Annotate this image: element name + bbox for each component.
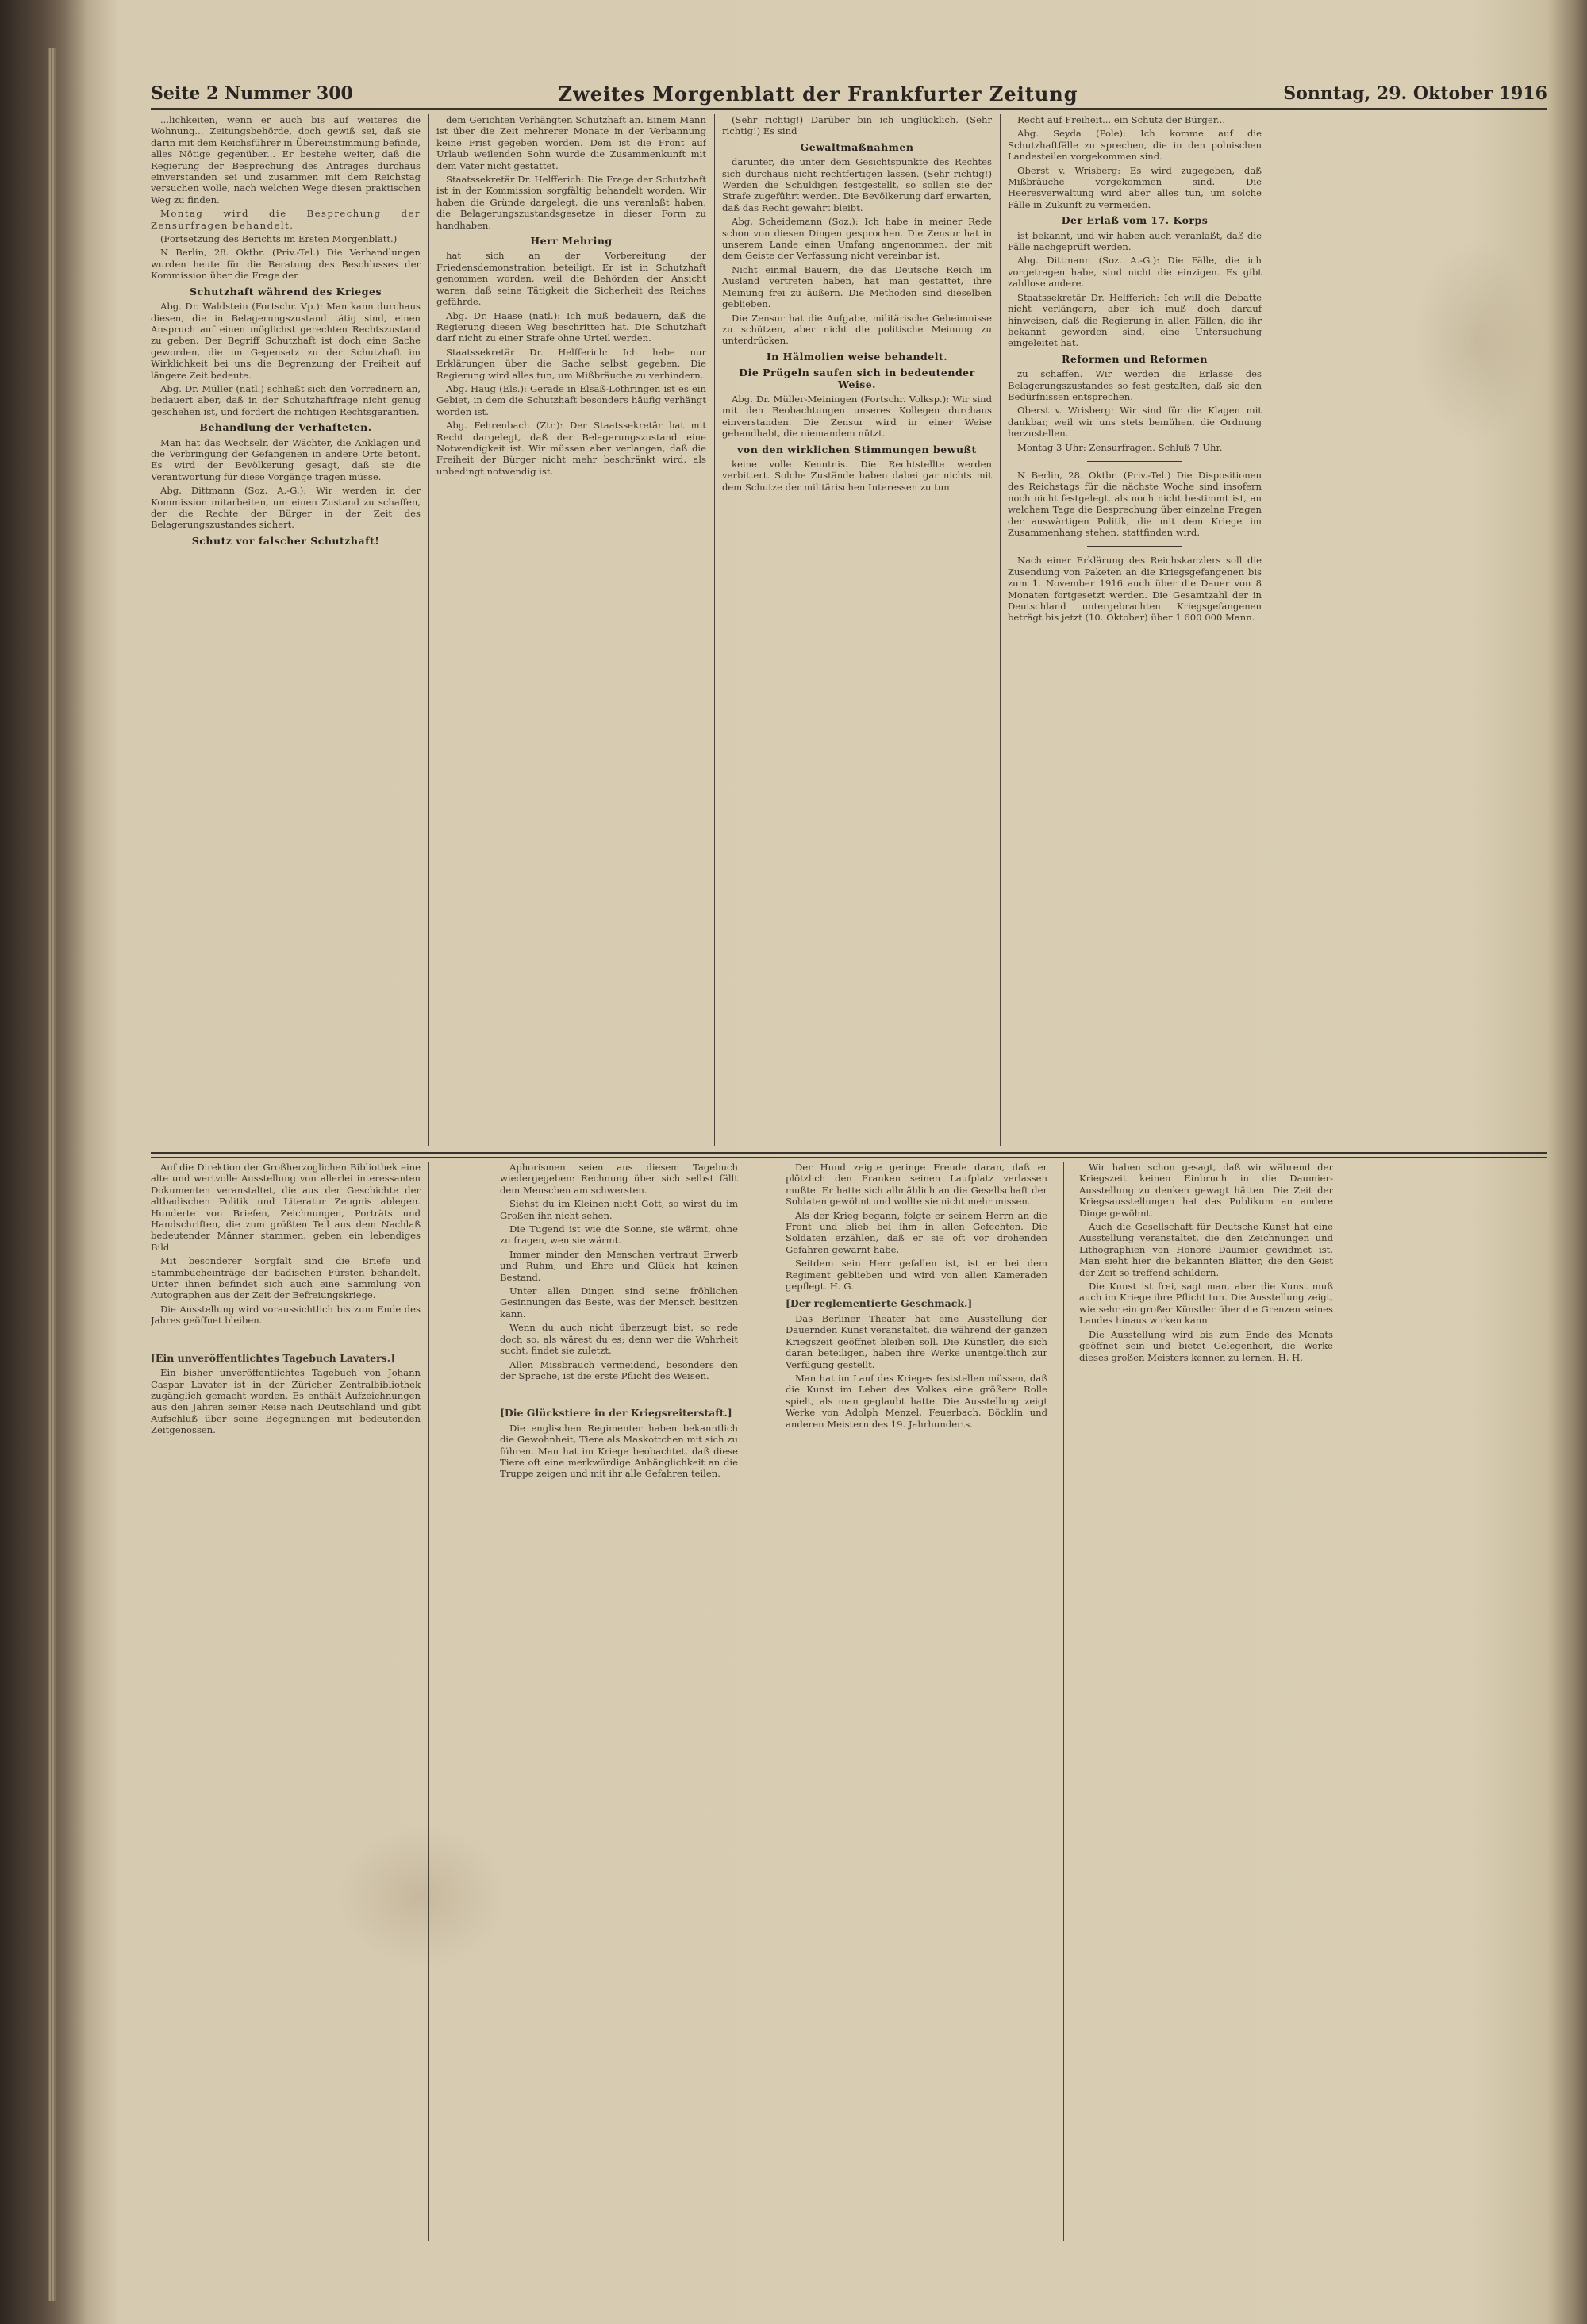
column-divider <box>428 1162 429 2241</box>
paragraph: hat sich an der Vorbereitung der Friedensdemonstration beteiligt. Er ist in Schutzhaft genommen worden, weil die Behörden der Ansicht waren, daß seine Tätigkeit die Sicherheit des Reiches gefährde. <box>436 250 706 308</box>
section-heading: Die Prügeln saufen sich in bedeutender Weise. <box>739 367 975 390</box>
feuilleton-divider <box>151 1152 1547 1158</box>
paragraph: Abg. Dr. Müller (natl.) schließt sich den Vorrednern an, bedauert aber, daß in der Schutzhaftfrage nicht genug geschehen ist, und fordert die richtigen Rechtsgarantien. <box>151 382 421 417</box>
page-number: Seite 2 Nummer 300 <box>151 83 353 104</box>
paragraph: Allen Missbrauch vermeidend, besonders den der Sprache, ist die erste Pflicht des Weisen. <box>500 1358 738 1381</box>
paragraph: Ein bisher unveröffentlichtes Tagebuch von Johann Caspar Lavater ist in der Züricher Zentralbibliothek zugänglich gemacht worden. Es enthält Aufzeichnungen aus den Jahren seiner Reise nach Deutschland und gibt Aufschluß über seine Begegnungen mit bedeutenden Zeitgenossen. <box>151 1367 421 1436</box>
paragraph: Man hat das Wechseln der Wächter, die Anklagen und die Verbringung der Gefangenen in andere Orte betont. Es wird der Bevölkerung gesagt, daß sie die Verantwortung für diese Vorgänge tragen müsse. <box>151 436 421 482</box>
paragraph: Aphorismen seien aus diesem Tagebuch wiedergegeben: Rechnung über sich selbst fällt dem Menschen am schwersten. <box>500 1162 738 1196</box>
paragraph: Die Kunst ist frei, sagt man, aber die Kunst muß auch im Kriege ihre Pflicht tun. Die Ausstellung zeigt, wie sehr ein großer Künstler über die Grenzen seines Landes hinaus wirken kann. <box>1079 1281 1333 1327</box>
column-2 <box>436 114 706 1146</box>
paragraph: Die englischen Regimenter haben bekanntlich die Gewohnheit, Tiere als Maskottchen mit sich zu führen. Man hat im Kriege beobachtet, daß diese Tiere oft eine merkwürdige Anhänglichkeit an die Truppe zeigen und mit ihr alle Gefahren teilen. <box>500 1422 738 1480</box>
section-heading: In Hälmolien weise behandelt. <box>766 350 948 363</box>
paragraph: zu schaffen. Wir werden die Erlasse des Belagerungszustandes so fest gestalten, daß sie den Bedürfnissen entsprechen. <box>1008 368 1262 402</box>
paragraph: Der Hund zeigte geringe Freude daran, daß er plötzlich den Franken seinen Laufplatz verlassen mußte. Er hatte sich allmählich an die Gesellschaft der Soldaten gewöhnt und wollte sie nicht mehr missen. <box>786 1162 1047 1208</box>
article-heading: [Der reglementierte Geschmack.] <box>786 1297 973 1310</box>
paragraph: Seitdem sein Herr gefallen ist, ist er bei dem Regiment geblieben und wird von allen Kameraden gepflegt. H. G. <box>786 1258 1047 1293</box>
paragraph: Montag wird die Besprechung der Zensurfragen behandelt. <box>151 208 421 231</box>
issue-date: Sonntag, 29. Oktober 1916 <box>1283 83 1547 104</box>
paragraph: Man hat im Lauf des Krieges feststellen müssen, daß die Kunst im Leben des Volkes eine größere Rolle spielt, als man geglaubt hatte. Die Ausstellung zeigt Werke von Adolph Menzel, Feuerbach, Böcklin und anderen Meistern des 19. Jahrhunderts. <box>786 1372 1047 1430</box>
section-heading: Gewaltmaßnahmen <box>800 140 914 153</box>
section-heading: Herr Mehring <box>530 235 613 248</box>
paragraph: Mit besonderer Sorgfalt sind die Briefe und Stammbucheinträge der badischen Fürsten behandelt. Unter ihnen befindet sich auch eine Sammlung von Autographen aus der Zeit der Befreiungskriege. <box>151 1255 421 1301</box>
paragraph: Abg. Dr. Haase (natl.): Ich muß bedauern, daß die Regierung diesen Weg beschritten hat. Die Schutzhaft darf nicht zu einer Strafe ohne Urteil werden. <box>436 309 706 344</box>
feuilleton-section <box>151 1162 1547 2272</box>
paragraph: Montag 3 Uhr: Zensurfragen. Schluß 7 Uhr. <box>1017 441 1223 453</box>
paragraph: Immer minder den Menschen vertraut Erwerb und Ruhm, und Ehre und Glück hat keinen Bestand. <box>500 1248 738 1283</box>
paragraph: Nicht einmal Bauern, die das Deutsche Reich im Ausland vertreten haben, hat man gestattet, ihre Meinung frei zu äußern. Die Methoden sind dieselben geblieben. <box>722 263 992 310</box>
paragraph: Staatssekretär Dr. Helfferich: Ich habe nur Erklärungen über die Sache selbst gegeben. Die Regierung wird alles tun, um Mißbräuche zu verhindern. <box>436 346 706 381</box>
paragraph: (Fortsetzung des Berichts im Ersten Morgenblatt.) <box>160 233 398 245</box>
paragraph: Die Tugend ist wie die Sonne, sie wärmt, ohne zu fragen, wen sie wärmt. <box>500 1223 738 1247</box>
paragraph: Nach einer Erklärung des Reichskanzlers soll die Zusendung von Paketen an die Kriegsgefangenen bis zum 1. November 1916 auch über die Dauer von 8 Monaten fortgesetzt werden. Die Gesamtzahl der in Deutschland untergebrachten Kriegsgefangenen beträgt bis jetzt (10. Oktober) über 1 600 000 Mann. <box>1008 555 1262 624</box>
paragraph: Auf die Direktion der Großherzoglichen Bibliothek eine alte und wertvolle Ausstellung von allerlei interessanten Dokumenten veranstaltet, die aus der Geschichte der altbadischen Politik und Literatur Zeugnis ablegen. Hunderte von Briefen, Zeichnungen, Porträts und Handschriften, die zum größten Teil aus dem Nachlaß bedeutender Männer stammen, geben ein lebendiges Bild. <box>151 1162 421 1253</box>
paragraph: Abg. Fehrenbach (Ztr.): Der Staatssekretär hat mit Recht dargelegt, daß der Belagerungszustand eine Notwendigkeit ist. Wir müssen aber verlangen, daß die Freiheit der Bürger nicht mehr beschränkt wird, als unbedingt notwendig ist. <box>436 420 706 477</box>
paragraph: Abg. Haug (Els.): Gerade in Elsaß-Lothringen ist es ein Gebiet, in dem die Schutzhaft besonders häufig verhängt worden ist. <box>436 382 706 417</box>
newspaper-page <box>151 79 1547 2301</box>
column-divider <box>428 114 429 1146</box>
paragraph: Abg. Dr. Waldstein (Fortschr. Vp.): Man kann durchaus diesen, die in Belagerungszustand tätig sind, einen Anspruch auf einen möglichst gerechten Rechtszustand zu geben. Der Begriff Schutzhaft ist doch eine Sache geworden, die im Gegensatz zu der Schutzhaft im Wirklichkeit bei uns die Begrenzung der Freiheit auf längere Zeit bedeute. <box>151 301 421 381</box>
separator-rule <box>1087 461 1182 462</box>
section-heading: von den wirklichen Stimmungen bewußt <box>737 443 977 455</box>
paragraph: Oberst v. Wrisberg: Wir sind für die Klagen mit dankbar, weil wir uns stets bemühen, die Ordnung herzustellen. <box>1008 405 1262 440</box>
page-header <box>151 79 1547 110</box>
paragraph: Abg. Dittmann (Soz. A.-G.): Wir werden in der Kommission mitarbeiten, um einen Zustand zu schaffen, der die Rechte der Bürger in der Zeit des Belagerungszustandes sichert. <box>151 485 421 531</box>
feuilleton-column-2 <box>500 1162 738 2241</box>
column-divider <box>1000 114 1001 1146</box>
paragraph: Staatssekretär Dr. Helfferich: Die Frage der Schutzhaft ist in der Kommission sorgfältig behandelt worden. Wir haben die Gründe dargelegt, die uns veranlaßt haben, die Belagerungszustandsgesetze in dieser Form zu handhaben. <box>436 174 706 231</box>
column-1 <box>151 114 421 1146</box>
feuilleton-column-1 <box>151 1162 421 2241</box>
article-heading: [Die Glückstiere in der Kriegsreiterstaft.] <box>500 1407 732 1419</box>
paragraph: Als der Krieg begann, folgte er seinem Herrn an die Front und blieb bei ihm in allen Gefechten. Die Soldaten erzählen, daß er sie oft vor drohenden Gefahren gewarnt habe. <box>786 1209 1047 1255</box>
column-divider <box>1063 1162 1064 2241</box>
feuilleton-column-3 <box>786 1162 1047 2241</box>
paragraph: darunter, die unter dem Gesichtspunkte des Rechtes sich durchaus nicht rechtfertigen lassen. (Sehr richtig!) Werden die Schuldigen festgestellt, so sollen sie der Strafe zugeführt werden. Die Bevölkerung darf erwarten, daß das Recht gewahrt bleibt. <box>722 156 992 213</box>
paragraph: Wenn du auch nicht überzeugt bist, so rede doch so, als wärest du es; denn wer die Wahrheit sucht, findet sie zuletzt. <box>500 1322 738 1357</box>
paragraph: Die Ausstellung wird voraussichtlich bis zum Ende des Jahres geöffnet bleiben. <box>151 1303 421 1327</box>
paragraph: Abg. Seyda (Pole): Ich komme auf die Schutzhaftfälle zu sprechen, die in den polnischen Landesteilen vorgekommen sind. <box>1008 128 1262 163</box>
paragraph: Recht auf Freiheit... ein Schutz der Bürger... <box>1017 114 1226 125</box>
paragraph: Die Zensur hat die Aufgabe, militärische Geheimnisse zu schützen, aber nicht die politische Meinung zu unterdrücken. <box>722 312 992 347</box>
news-columns <box>151 114 1547 1146</box>
paragraph: Abg. Dr. Müller-Meiningen (Fortschr. Volksp.): Wir sind mit den Beobachtungen unseres Kollegen durchaus einverstanden. Die Zensur wird in einer Weise gehandhabt, die niemandem nützt. <box>722 393 992 440</box>
paragraph: Die Ausstellung wird bis zum Ende des Monats geöffnet sein und bietet Gelegenheit, die Werke dieses großen Meisters kennen zu lernen. H. H. <box>1079 1328 1333 1363</box>
section-heading: Der Erlaß vom 17. Korps <box>1061 214 1209 227</box>
feuilleton-column-4 <box>1079 1162 1333 2241</box>
paragraph: (Sehr richtig!) Darüber bin ich unglücklich. (Sehr richtig!) Es sind <box>722 114 992 137</box>
book-binding-edge <box>48 48 56 2301</box>
paragraph: ist bekannt, und wir haben auch veranlaßt, daß die Fälle nachgeprüft werden. <box>1008 229 1262 253</box>
section-heading: Reformen und Reformen <box>1062 352 1208 365</box>
paragraph: keine volle Kenntnis. Die Rechtstellte werden verbittert. Solche Zustände haben dabei gar nichts mit dem Schutze der militärischen Interessen zu tun. <box>722 458 992 493</box>
separator-rule <box>1087 546 1182 547</box>
paragraph: Auch die Gesellschaft für Deutsche Kunst hat eine Ausstellung veranstaltet, die den Zeichnungen und Lithographien von Honoré Daumier gewidmet ist. Man sieht hier die bekannten Blätter, die den Geist der Zeit so treffend schildern. <box>1079 1221 1333 1278</box>
paragraph: Wir haben schon gesagt, daß wir während der Kriegszeit keinen Einbruch in die Daumier-Ausstellung zu denken gewagt hätten. Die Zeit der Kriegsausstellungen hat das Publikum an andere Dinge gewöhnt. <box>1079 1162 1333 1219</box>
paragraph: N Berlin, 28. Oktbr. (Priv.-Tel.) Die Dispositionen des Reichstags für die nächste Woche sind insofern noch nicht festgelegt, als noch nicht bestimmt ist, an welchem Tage die Besprechung über einzelne Fragen der auswärtigen Politik, die mit dem Kriege im Zusammenhang stehen, stattfinden wird. <box>1008 469 1262 538</box>
paragraph: N Berlin, 28. Oktbr. (Priv.-Tel.) Die Verhandlungen wurden heute für die Beratung des Beschlusses der Kommission über die Frage der <box>151 247 421 282</box>
paragraph: Unter allen Dingen sind seine fröhlichen Gesinnungen das Beste, was der Mensch besitzen kann. <box>500 1285 738 1319</box>
column-3 <box>722 114 992 1146</box>
section-heading: Behandlung der Verhafteten. <box>199 421 372 434</box>
paragraph: Staatssekretär Dr. Helfferich: Ich will die Debatte nicht verlängern, aber ich muß doch darauf hinweisen, daß die Regierung in allen Fällen, die ihr bekannt geworden sind, eine Untersuchung eingeleitet hat. <box>1008 291 1262 349</box>
paragraph: dem Gerichten Verhängten Schutzhaft an. Einem Mann ist über die Zeit mehrerer Monate in der Verbannung keine Frist gegeben worden. Dem ist die Front auf Urlaub weilenden Sohn wurde die Zusammenkunft mit dem Vater nicht gestattet. <box>436 114 706 171</box>
paragraph: Abg. Dittmann (Soz. A.-G.): Die Fälle, die ich vorgetragen habe, sind nicht die einzigen. Es gibt zahllose andere. <box>1008 255 1262 290</box>
paragraph: Abg. Scheidemann (Soz.): Ich habe in meiner Rede schon von diesen Dingen gesprochen. Die Zensur hat in unserem Lande einen Umfang angenommen, der mit dem Geiste der Verfassung nicht vereinbar ist. <box>722 216 992 262</box>
column-4 <box>1008 114 1262 1146</box>
paragraph: Oberst v. Wrisberg: Es wird zugegeben, daß Mißbräuche vorgekommen sind. Die Heeresverwaltung wird aber alles tun, um solche Fälle in Zukunft zu vermeiden. <box>1008 164 1262 210</box>
paragraph: Siehst du im Kleinen nicht Gott, so wirst du im Großen ihn nicht sehen. <box>500 1198 738 1221</box>
newspaper-title: Zweites Morgenblatt der Frankfurter Zeitung <box>558 82 1078 106</box>
article-heading: [Ein unveröffentlichtes Tagebuch Lavaters.] <box>151 1351 395 1364</box>
paragraph: Das Berliner Theater hat eine Ausstellung der Dauernden Kunst veranstaltet, die während der ganzen Kriegszeit geöffnet bleiben soll. Die Künstler, die sich daran beteiligen, haben ihre Werke unentgeltlich zur Verfügung gestellt. <box>786 1312 1047 1370</box>
paragraph: ...lichkeiten, wenn er auch bis auf weiteres die Wohnung... Zeitungsbehörde, doch gewiß sei, daß sie darin mit dem Reichsführer in Übereinstimmung befinde, alles Nötige gegenüber... Er bestehe weiter, daß die Regierung der Besprechung des Antrages durchaus einverstanden sei und zusammen mit dem Reichstag versuchen wolle, nach welchen Wege diesen praktischen Weg zu finden. <box>151 114 421 206</box>
column-divider <box>714 114 715 1146</box>
section-heading: Schutzhaft während des Krieges <box>189 285 382 298</box>
section-heading: Schutz vor falscher Schutzhaft! <box>191 534 380 547</box>
